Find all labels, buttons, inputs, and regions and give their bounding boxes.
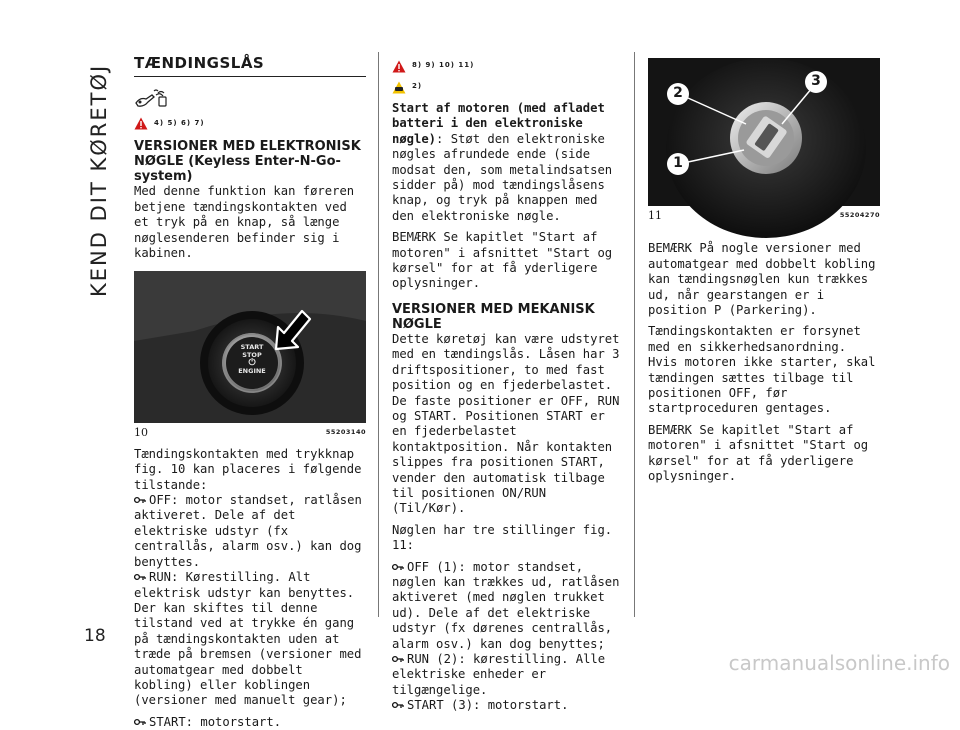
column-3 [648,50,880,485]
warning-icon [134,117,148,130]
paragraph: Tændingskontakten med trykknap fig. 10 kan placeres i følgende tilstande: [134,446,362,492]
paragraph: Tændingskontakten er forsynet med en sikkerhedsanordning. Hvis motoren ikke starter, skal tændingen sættes tilbage til positionen OFF, før startproceduren gentages. [648,324,876,416]
figure-caption [134,425,366,440]
note-paragraph: BEMÆRK Se kapitlet "Start af motoren" i afsnittet "Start og kørsel" for at få yderligere oplysninger. [392,230,613,291]
list-item-off: OFF: motor standset, ratlåsen aktiveret. Dele af det elektriske udstyr (fx centrallås, alarm osv.) kan dog benyttes. [134,493,362,569]
subsection-heading: VERSIONER MED ELEKTRONISK NØGLE (Keyless Enter-N-Go-system) [134,139,361,185]
figure-ignition-lock [648,58,880,206]
column-divider [378,52,379,617]
column-divider [634,52,635,617]
position-label-3: 3 [811,73,821,89]
start-stop-button [232,343,272,375]
start-label: START [240,343,264,352]
engine-label: ENGINE [238,367,266,376]
watermark: carmanualsonline.info [728,651,950,675]
column-1 [134,50,366,730]
list-item-run: RUN: Kørestilling. Alt elektrisk udstyr kan benyttes. [134,570,355,600]
note-paragraph: BEMÆRK På nogle versioner med automatgear med dobbelt kobling kan tændingsnøglen kun trækkes ud, når gearstangen er i position P (Parkering). [648,241,876,318]
figure-number: 11 [648,209,662,222]
key-hand-icon [134,87,366,109]
warning-references [392,58,624,74]
info-refs-text: 2) [412,82,423,91]
position-label-1: 1 [673,155,683,171]
battery-paragraph: Start af motoren (med afladet batteri i den elektroniske nøgle): Støt den elektroniske nøgles afrundede ende (side modsat den, som metalindsatsen sidder på) mod tændingslåsens knap, og tryk på knappen med den elektroniske nøgle. [392,101,613,223]
list-item-start: START: motorstart. [134,715,366,730]
stop-label: STOP [242,351,262,360]
warning-refs-text: 4) 5) 6) 7) [154,118,205,127]
warning-references [134,115,366,131]
paragraph: Nøglen har tre stillinger fig. 11: [392,522,613,553]
key-icon [134,572,146,582]
list-item-run: RUN (2): kørestilling. Alle elektriske enheder er tilgængelige. [392,652,606,697]
key-icon [392,562,404,572]
key-icon [392,654,404,664]
info-references [392,79,624,95]
figure-number: 10 [134,426,148,440]
position-label-2: 2 [673,85,683,101]
key-icon [134,717,146,727]
paragraph: Dette køretøj kan være udstyret med en tændingslås. Låsen har 3 driftspositioner, to med fast position og en fjederbelastet. De faste positioner er OFF, RUN og START. Positionen START er en fjederbelastet kontaktposition. Når kontakten slippes fra positionen START, vender den automatisk tilbage til positionen ON/RUN (Til/Kør). [392,331,620,516]
list-item-start: START (3): motorstart. [392,698,624,713]
intro-paragraph: Med denne funktion kan føreren betjene tændingskontakten ved et tryk på en knap, så længe nøglesenderen befinder sig i kabinen. [134,184,355,261]
page-number: 18 [84,626,106,646]
figure-code: 55203140 [325,428,366,437]
figure-code: 55204270 [839,211,880,219]
power-symbol: ⏻ [248,358,256,369]
figure-start-button [134,271,366,423]
warning-refs-text: 8) 9) 10) 11) [412,61,475,70]
paragraph: Der kan skiftes til denne tilstand ved at trykke én gang på tændingskontakten uden at træde på bremsen (versioner med automatgear med dobbelt kobling) eller koblingen (versioner med manuelt gear); [134,600,362,708]
warning-icon [392,60,406,73]
key-icon [134,495,146,505]
chapter-title: KEND DIT KØRETØJ [87,63,111,297]
subsection-heading: VERSIONER MED MEKANISK NØGLE [392,301,595,332]
caution-icon [392,81,406,94]
section-heading: TÆNDINGSLÅS [134,56,366,77]
note-paragraph: BEMÆRK Se kapitlet "Start af motoren" i afsnittet "Start og kørsel" for at få yderligere oplysninger. [648,422,869,484]
list-item-off: OFF (1): motor standset, nøglen kan trækkes ud, ratlåsen aktiveret (med nøglen trukket ud). Dele af det elektriske udstyr (fx dørenes centrallås, alarm osv.) kan dog benyttes; [392,559,620,651]
column-2 [392,50,624,714]
key-icon [392,700,404,710]
